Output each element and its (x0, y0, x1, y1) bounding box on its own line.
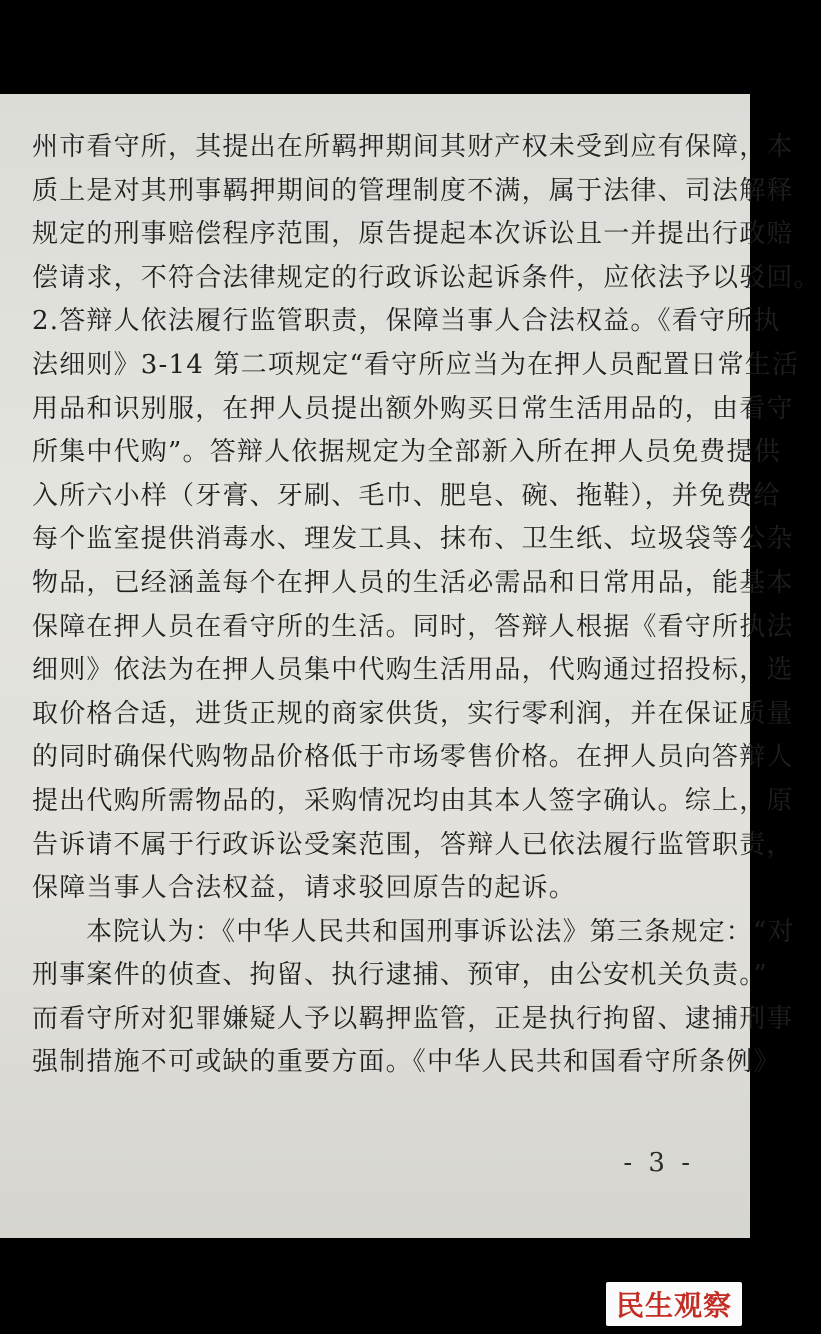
document-body (32, 126, 821, 1085)
text-line: 州市看守所，其提出在所羁押期间其财产权未受到应有保障，本 (32, 132, 794, 162)
text-line: 的同时确保代购物品价格低于市场零售价格。在押人员向答辩人 (32, 742, 794, 773)
text-line: 保障在押人员在看守所的生活。同时，答辩人根据《看守所执法 (32, 611, 794, 642)
text-line: 入所六小样（牙膏、牙刷、毛巾、肥皂、碗、拖鞋），并免费给 (32, 480, 781, 511)
text-line: 每个监室提供消毒水、理发工具、抹布、卫生纸、垃圾袋等公杂 (32, 524, 794, 555)
text-line: 用品和识别服，在押人员提出额外购买日常生活用品的，由看守 (32, 393, 794, 424)
text-line: 质上是对其刑事羁押期间的管理制度不满，属于法律、司法解释 (32, 175, 794, 206)
document-page (0, 94, 821, 1238)
text-line: 法细则》3-14 第二项规定“看守所应当为在押人员配置日常生活 (32, 349, 800, 380)
page-number: - 3 - (623, 1148, 694, 1178)
text-line: 告诉请不属于行政诉讼受案范围，答辩人已依法履行监管职责， (32, 829, 794, 860)
text-line: 本院认为：《中华人民共和国刑事诉讼法》第三条规定：“对 (86, 916, 795, 947)
text-line: 2.答辩人依法履行监管职责，保障当事人合法权益。《看守所执 (32, 306, 781, 337)
text-line: 取价格合适，进货正规的商家供货，实行零利润，并在保证质量 (32, 698, 794, 729)
text-line: 强制措施不可或缺的重要方面。《中华人民共和国看守所条例》 (32, 1047, 781, 1078)
text-line: 细则》依法为在押人员集中代购生活用品，代购通过招投标，选 (32, 655, 794, 686)
text-line: 规定的刑事赔偿程序范围，原告提起本次诉讼且一并提出行政赔 (32, 219, 794, 250)
watermark-logo: 民生观察 (606, 1282, 742, 1326)
text-line: 所集中代购”。答辩人依据规定为全部新入所在押人员免费提供 (32, 437, 781, 468)
text-line: 提出代购所需物品的，采购情况均由其本人签字确认。综上，原 (32, 785, 794, 816)
text-line: 而看守所对犯罪嫌疑人予以羁押监管，正是执行拘留、逮捕刑事 (32, 1003, 794, 1034)
text-line: 偿请求，不符合法律规定的行政诉讼起诉条件，应依法予以驳回。 (32, 262, 821, 293)
text-line: 保障当事人合法权益，请求驳回原告的起诉。 (32, 873, 577, 904)
text-line: 物品，已经涵盖每个在押人员的生活必需品和日常用品，能基本 (32, 567, 794, 598)
text-line: 刑事案件的侦查、拘留、执行逮捕、预审，由公安机关负责。” (32, 960, 768, 991)
